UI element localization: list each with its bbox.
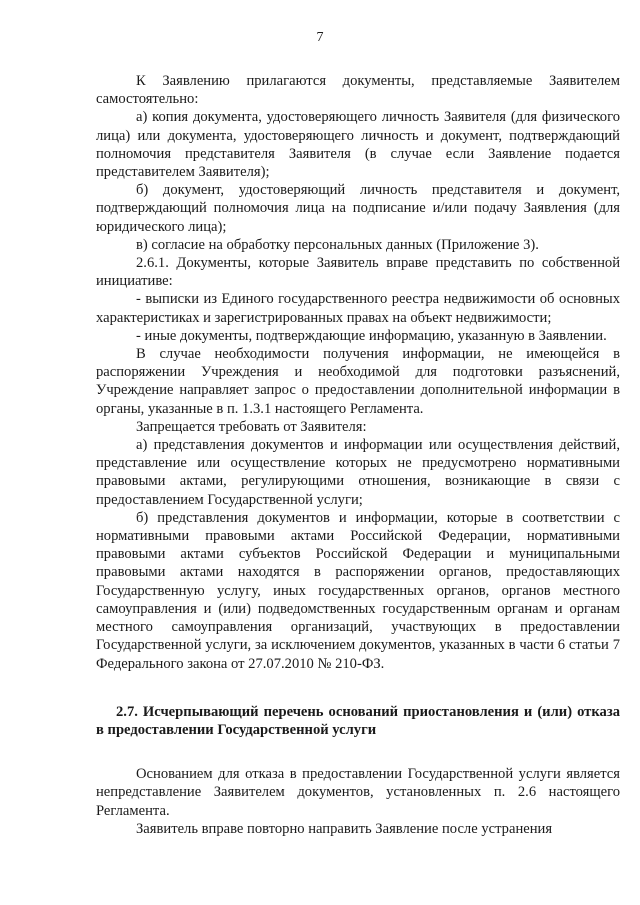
section-heading-2-7: 2.7. Исчерпывающий перечень оснований приостановления и (или) отказа в предоставлении Государственной услуги [96,703,620,738]
paragraph-attachments-intro: К Заявлению прилагаются документы, представляемые Заявителем самостоятельно: [96,73,620,108]
paragraph-information-request: В случае необходимости получения информации, не имеющейся в распоряжении Учреждения и необходимой для подготовки разъяснений, Учреждение направляет запрос о предоставлении дополнительной информации в органы, указанные в п. 1.3.1 настоящего Регламента. [96,346,620,417]
paragraph-prohibited-intro: Запрещается требовать от Заявителя: [136,418,367,435]
paragraph-2-6-1: 2.6.1. Документы, которые Заявитель вправе представить по собственной инициативе: [96,255,620,290]
document-body [96,72,620,838]
page-number: 7 [316,30,324,45]
paragraph-item-v-consent: в) согласие на обработку персональных данных (Приложение 3). [136,236,539,253]
section-gap [96,739,620,765]
paragraph-dash-other-documents: - иные документы, подтверждающие информацию, указанную в Заявлении. [136,327,607,344]
paragraph-dash-registry: - выписки из Единого государственного реестра недвижимости об основных характеристиках и зарегистрированных правах на объект недвижимости; [96,291,620,326]
paragraph-item-a-copy: а) копия документа, удостоверяющего личность Заявителя (для физического лица) или документа, удостоверяющего личность и документ, подтверждающий полномочия представителя Заявителя (в случае если Заявление подается представителем Заявителя); [96,109,620,181]
paragraph-item-b-document: б) документ, удостоверяющий личность представителя и документ, подтверждающий полномочия лица на подписание и/или подачу Заявления (для юридического лица); [96,182,620,235]
paragraph-refusal-grounds: Основанием для отказа в предоставлении Государственной услуги является непредставление Заявителем документов, установленных п. 2.6 настоящего Регламента. [96,766,620,819]
paragraph-resubmission: Заявитель вправе повторно направить Заявление после устранения [136,820,553,837]
paragraph-prohibited-a: а) представления документов и информации или осуществления действий, представление или осуществление которых не предусмотрено нормативными правовыми актами, регулирующими отношения, возникающие в связи с предоставлением Государственной услуги; [96,437,620,508]
paragraph-prohibited-b: б) представления документов и информации, которые в соответствии с нормативными правовыми актами Российской Федерации, нормативными правовыми актами субъектов Российской Федерации и муниципальными правовыми актами находятся в распоряжении органов, предоставляющих Государственную услугу, иных государственных органов, органов местного самоуправления и (или) подведомственных государственным органам и органам местного самоуправления организаций, участвующих в предоставлении Государственной услуги, за исключением документов, указанных в части 6 статьи 7 Федерального закона от 27.07.2010 № 210-ФЗ. [96,509,620,672]
